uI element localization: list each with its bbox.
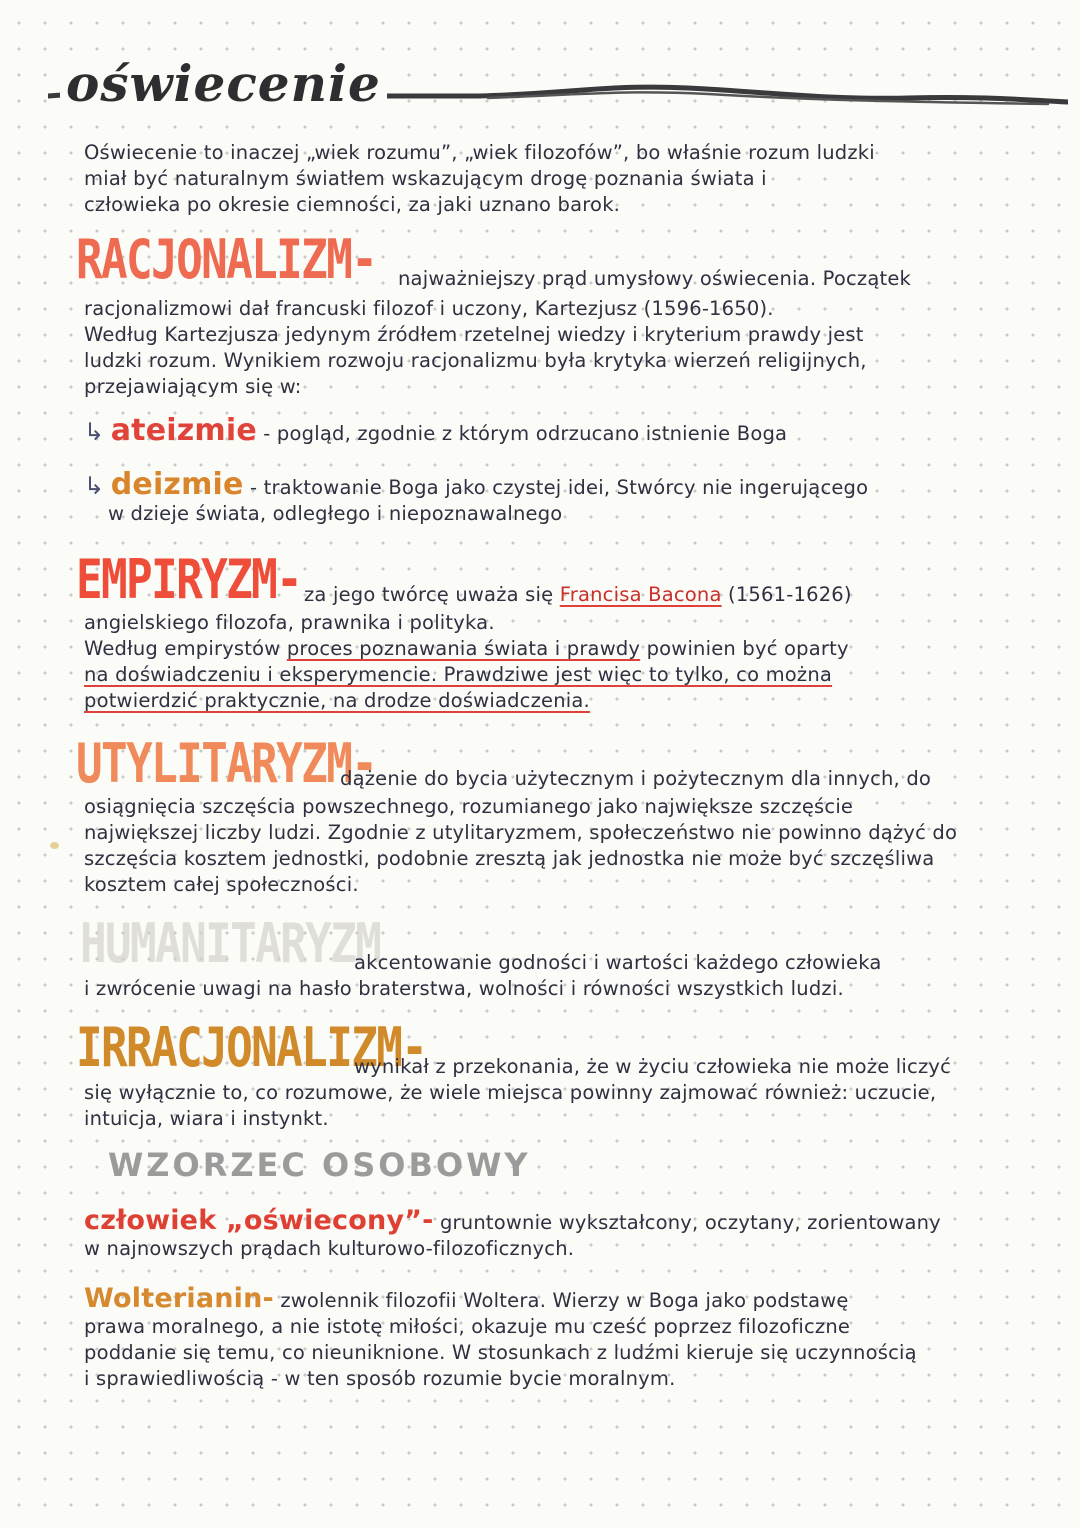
irracjonalizm-line: intuicja, wiara i instynkt. (84, 1107, 329, 1130)
deizm-term: deizmie (110, 467, 244, 502)
czlowiek-oswiecony-term: człowiek „oświecony”- (84, 1205, 434, 1236)
empiryzm-dates: (1561-1626) (721, 583, 852, 606)
arrow-icon: ↳ (84, 472, 105, 500)
utylitaryzm-line: kosztem całej społeczności. (84, 873, 359, 896)
irracjonalizm-paragraph (84, 1080, 1064, 1132)
empiryzm-line (84, 636, 1044, 662)
czlowiek-oswiecony-item (84, 1205, 1064, 1262)
wolterianin-line: i sprawiedliwością - w ten sposób rozumie bycie moralnym. (84, 1367, 676, 1390)
utylitaryzm-line: osiągnięcia szczęścia powszechnego, rozumianego jako największe szczęście (84, 795, 854, 818)
utylitaryzm-line: największej liczby ludzi. Zgodnie z utylitaryzmem, społeczeństwo nie powinno dążyć do (84, 821, 958, 844)
empiryzm-underlined-line: na doświadczeniu i eksperymencie. Prawdziwe jest więc to tylko, co można (84, 663, 833, 686)
empiryzm-heading: EMPIRYZM- (76, 548, 302, 611)
racjonalizm-paragraph (84, 296, 1054, 400)
wolterianin-line: poddanie się temu, co nieuniknione. W stosunkach z ludźmi kieruje się uczynnością (84, 1341, 917, 1364)
racjonalizm-line: racjonalizmowi dał francuski filozof i uczony, Kartezjusz (1596-1650). (84, 297, 774, 320)
ateizm-term: ateizmie (110, 413, 257, 448)
bacon-name: Francisa Bacona (559, 583, 722, 606)
irracjonalizm-line: się wyłącznie to, co rozumowe, że wiele miejsca powinny zajmować również: uczucie, (84, 1081, 937, 1104)
racjonalizm-heading: RACJONALIZM- (76, 228, 377, 291)
humanitaryzm-first-line: akcentowanie godności i wartości każdego człowieka (354, 951, 882, 974)
racjonalizm-first-line: najważniejszy prąd umysłowy oświecenia. Początek (398, 267, 912, 290)
czlowiek-oswiecony-definition: gruntownie wykształcony, oczytany, zorientowany (439, 1211, 941, 1234)
empiryzm-text: za jego twórcę uważa się (304, 583, 560, 606)
irracjonalizm-first-line: wynikał z przekonania, że w życiu człowieka nie może liczyć (354, 1055, 952, 1078)
utylitaryzm-paragraph (84, 794, 1064, 898)
wolterianin-term: Wolterianin- (84, 1283, 274, 1314)
arrow-icon: ↳ (84, 418, 105, 446)
wolterianin-definition: zwolennik filozofii Woltera. Wierzy w Boga jako podstawę (280, 1289, 849, 1312)
wolterianin-line: prawa moralnego, a nie istotę miłości, okazuje mu cześć poprzez filozoficzne (84, 1315, 851, 1338)
page-title: oświecenie (60, 54, 387, 113)
deizm-definition-cont: w dzieje świata, odległego i niepoznawalnego (108, 502, 563, 525)
empiryzm-underlined-line: potwierdzić praktycznie, na drodze doświadczenia. (84, 689, 590, 712)
title-block (48, 54, 1068, 124)
utylitaryzm-first-line: dążenie do bycia użytecznym i pożytecznym dla innych, do (340, 767, 932, 790)
empiryzm-line: angielskiego filozofa, prawnika i polityka. (84, 611, 495, 634)
ateizm-item (84, 413, 1044, 448)
ateizm-definition: - pogląd, zgodnie z którym odrzucano istnienie Boga (263, 422, 788, 445)
ink-spot (50, 842, 59, 849)
utylitaryzm-heading: UTYLITARYZM- (76, 732, 377, 795)
empiryzm-first-line (304, 582, 1024, 608)
empiryzm-paragraph (84, 610, 1044, 714)
intro-line: miał być naturalnym światłem wskazującym drogę poznania świata i (84, 167, 767, 190)
empiryzm-text: powinien być oparty (640, 637, 849, 660)
empiryzm-underlined: proces poznawania świata i prawdy (286, 637, 641, 660)
wzorzec-heading: WZORZEC OSOBOWY (108, 1146, 531, 1184)
intro-line: człowieka po okresie ciemności, za jaki uznano barok. (84, 193, 621, 216)
wolterianin-item (84, 1283, 1064, 1392)
deizm-item (84, 467, 1044, 527)
intro-line: Oświecenie to inaczej „wiek rozumu”, „wiek filozofów”, bo właśnie rozum ludzki (84, 141, 875, 164)
humanitaryzm-line: i zwrócenie uwagi na hasło braterstwa, wolności i równości wszystkich ludzi. (84, 977, 844, 1000)
racjonalizm-line: Według Kartezjusza jedynym źródłem rzetelnej wiedzy i kryterium prawdy jest (84, 323, 864, 346)
empiryzm-text: Według empirystów (84, 637, 287, 660)
racjonalizm-line: przejawiającym się w: (84, 375, 302, 398)
intro-paragraph (84, 140, 1044, 218)
czlowiek-oswiecony-definition-cont: w najnowszych prądach kulturowo-filozoficznych. (84, 1237, 575, 1260)
utylitaryzm-line: szczęścia kosztem jednostki, podobnie zresztą jak jednostka nie może być szczęśliwa (84, 847, 935, 870)
racjonalizm-line: ludzki rozum. Wynikiem rozwoju racjonalizmu była krytyka wierzeń religijnych, (84, 349, 867, 372)
irracjonalizm-heading: IRRACJONALIZM- (76, 1016, 427, 1079)
deizm-definition: - traktowanie Boga jako czystej idei, Stwórcy nie ingerującego (249, 476, 869, 499)
humanitaryzm-heading: HUMANITARYZM (80, 912, 381, 975)
